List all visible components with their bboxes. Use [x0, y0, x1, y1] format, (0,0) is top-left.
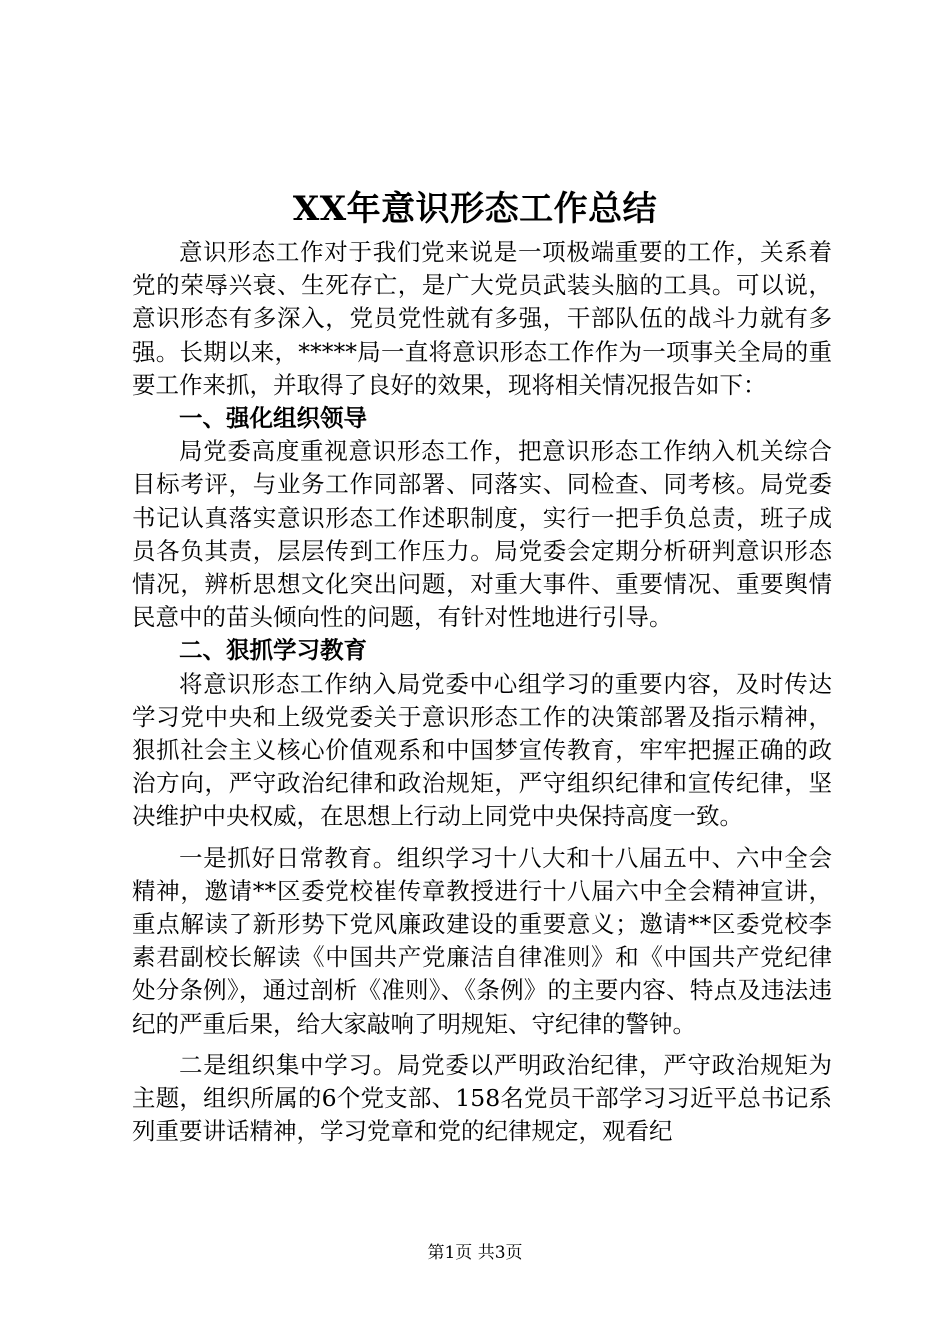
section-heading-1: 一、强化组织领导	[179, 404, 367, 433]
page-footer: 第1页 共3页	[427, 1243, 523, 1263]
section-heading-2: 二、狠抓学习教育	[179, 636, 367, 665]
intro-paragraph: 意识形态工作对于我们党来说是一项极端重要的工作，关系着党的荣辱兴衰、生死存亡，是广大党员武装头脑的工具。可以说，意识形态有多深入，党员党性就有多强，干部队伍的战斗力就有多强。长期以来，*****局一直将意识形态工作作为一项事关全局的重要工作来抓，并取得了良好的效果，现将相关情况报告如下：	[132, 238, 832, 399]
document-body	[132, 236, 832, 1148]
section-1-paragraph: 局党委高度重视意识形态工作，把意识形态工作纳入机关综合目标考评，与业务工作同部署、同落实、同检查、同考核。局党委书记认真落实意识形态工作述职制度，实行一把手负总责，班子成员各负其责，层层传到工作压力。局党委会定期分析研判意识形态情况，辨析思想文化突出问题，对重大事件、重要情况、重要舆情民意中的苗头倾向性的问题，有针对性地进行引导。	[132, 437, 832, 632]
section-2-paragraph-centralized-study: 二是组织集中学习。局党委以严明政治纪律，严守政治规矩为主题，组织所属的6个党支部、158名党员干部学习习近平总书记系列重要讲话精神，学习党章和党的纪律规定，观看纪	[132, 1050, 832, 1146]
section-2-paragraph: 将意识形态工作纳入局党委中心组学习的重要内容，及时传达学习党中央和上级党委关于意识形态工作的决策部署及指示精神，狠抓社会主义核心价值观系和中国梦宣传教育，牢牢把握正确的政治方向，严守政治纪律和政治规矩，严守组织纪律和宣传纪律，坚决维护中央权威，在思想上行动上同党中央保持高度一致。	[132, 669, 832, 831]
section-2-paragraph-daily-education: 一是抓好日常教育。组织学习十八大和十八届五中、六中全会精神，邀请**区委党校崔传章教授进行十八届六中全会精神宣讲，重点解读了新形势下党风廉政建设的重要意义；邀请**区委党校李素君副校长解读《中国共产党廉洁自律准则》和《中国共产党纪律处分条例》，通过剖析《准则》、《条例》的主要内容、特点及违法违纪的严重后果，给大家敲响了明规矩、守纪律的警钟。	[132, 843, 832, 1038]
document-title: XX年意识形态工作总结	[292, 189, 658, 229]
